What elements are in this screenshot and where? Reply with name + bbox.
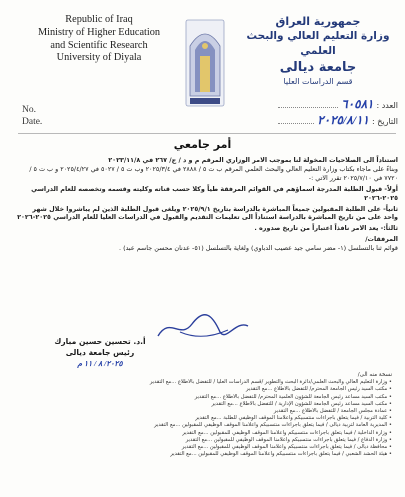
header-ar-line: قسم الدراسات العليا: [283, 77, 353, 86]
header-english: [26, 14, 172, 65]
clause-second: ثانياً- على الطلبة المقبولين جميعاً المباشرة بالدراسة بتاريخ ٢٠٢٥/٩/١ ويلغى قبول الطلبة الذين لم يباشروا خلال شهر واحد على من تاريخ المباشرة بالدراسة استناداً الى تعليمات التقديم والقبول في الدراسات العليا للعام الدراسي ٢٠٢٥-٢٠٢٦: [17, 204, 398, 222]
header-arabic: [238, 14, 398, 87]
clause-first: أولاً- قبول الطلبة المدرجة اسماؤهم في القوائم المرفقة طياً وكلا حسب قناته وكليته وقسمه وتخصصه للعام الدراسي ٢٠٢٥-٢٠٢٦: [31, 184, 398, 202]
copy-item: • وزارة الداخلية / فيما يتعلق باجراءات منتسبيكم واعلامنا الموقف الوظيفي للمقبولين ...مع التقدير: [20, 430, 392, 437]
ref-date-line: [278, 113, 314, 124]
header-ar-line: جامعة ديالى: [279, 60, 357, 75]
copy-item: • مكتب السيد مساعد رئيس الجامعة للشؤون العلمية المحترم/ للتفضل بالاطلاع ...مع التقدير: [20, 394, 392, 401]
copy-item: • مكتب السيد مساعد رئيس الجامعة للشؤون الإدارية / للتفضل بالاطلاع ...مع التقدير: [20, 401, 392, 408]
date-label: Date.: [22, 117, 43, 127]
ref-number-line: [278, 97, 338, 108]
copies-list: [20, 372, 392, 458]
copy-item: • عمادة مجلس الجامعة / للتفضل بالاطلاع ...مع التقدير: [20, 408, 392, 415]
handwritten-signature: [150, 310, 254, 346]
ref-number-value: ٦٠٥٨١: [341, 97, 374, 111]
header-divider: [18, 133, 396, 134]
header-ar-line: وزارة التعليم العالي والبحث العلمي: [246, 30, 390, 57]
header-en-line: Republic of Iraq: [65, 14, 133, 25]
ref-number-row: [278, 97, 398, 113]
document-title: أمر جامعي: [173, 138, 232, 151]
ref-date-row: [278, 113, 398, 129]
header-ar-line: جمهورية العراق: [275, 15, 361, 28]
copies-head: نسخة منه الى/: [357, 372, 392, 378]
copy-item: • محافظة ديالى / فيما يتعلق باجراءات منتسبيكم واعلامنا الموقف الوظيفي للمقبولين ...مع التقدير: [20, 444, 392, 451]
header-en-line: and Scientific Research: [50, 39, 148, 51]
attachments-label: المرفقات/: [365, 235, 398, 244]
reference-box: [278, 97, 398, 129]
ref-date-value: ٢٠٢٥/٨/١١: [317, 113, 369, 127]
university-logo: [180, 16, 230, 114]
header-en-line: University of Diyala: [56, 52, 142, 64]
copy-item: • المديرية العامة لتربية ديالى / فيما يتعلق باجراءات منتسبيكم واعلامنا الموقف الوظيفي للمقبولين ...مع التقدير: [20, 422, 392, 429]
header-en-line: Ministry of Higher Education: [37, 26, 161, 38]
document-body: [16, 156, 398, 253]
signatory-position: رئيس جامعة ديالى: [65, 348, 135, 357]
no-date-labels: [22, 104, 42, 128]
copy-item: • وزارة الدفاع / فيما يتعلق باجراءات منتسبيكم واعلامنا الموقف الوظيفي للمقبولين ...مع التقدير: [20, 437, 392, 444]
signature-date: ٢٠٢٥/ ٨ / ١١ م: [77, 359, 123, 368]
attachments-text: قوائم ثنا بالتسلسل (١- مضر سامي جيد عصيب الدباوي) ولغاية بالتسلسل (٥١- عدنان محسن جاسم عبد) .: [119, 244, 398, 253]
copy-item: • كلية التربية / فيما يتعلق باجراءات منتسبيكم واعلامنا الموقف الوظيفي للطلبة ...مع التقدير: [20, 415, 392, 422]
authority-line: استناداً الى الصلاحيات المخولة لنا بموجب الامر الوزاري المرقم م و د / ج/ ٢٦٧ في ٢٠٢٣/١١/٨: [108, 156, 398, 164]
preamble-text: وبناءً على ماجاء بكتاب وزارة التعليم العالي والبحث العلمي المرقم ب ت ٥ / ٢٨٨٨ في ٢٠٢٥/٣/٤ وب ت ٥ / ٥٠٢٧ في ٢٠٢٥/٤/٢٧ و ب ت ٥ / ٧٧٢٠ في ٢٠٢٥/٧/١٠ تقرر الاتي :-: [29, 164, 398, 182]
signature-block: [40, 336, 160, 369]
signatory-name: أ.د. تحسين حسين مبارك: [54, 337, 146, 346]
copy-item: • وزارة التعليم العالي والبحث العلمي/دائرة البحث والتطوير /قسم الدراسات العليا / للتفضل بالاطلاع ...مع التقدير: [20, 379, 392, 386]
ref-date-label: التاريخ :: [371, 117, 398, 126]
clause-third: ثالثاً:- يعد الامر نافذاً اعتباراً من تاريخ صدوره .: [254, 224, 398, 233]
copy-item: • هيئة الحشد الشعبي / فيما يتعلق باجراءات منتسبيكم واعلامنا الموقف الوظيفي للمقبولين ...مع التقدير: [20, 451, 392, 458]
no-label: No.: [22, 105, 36, 115]
ref-number-label: العدد :: [376, 101, 398, 110]
copies-items: [20, 379, 392, 458]
copy-item: • مكتب السيد رئيس الجامعة المحترم/ للتفضل بالاطلاع ...مع التقدير: [20, 386, 392, 393]
